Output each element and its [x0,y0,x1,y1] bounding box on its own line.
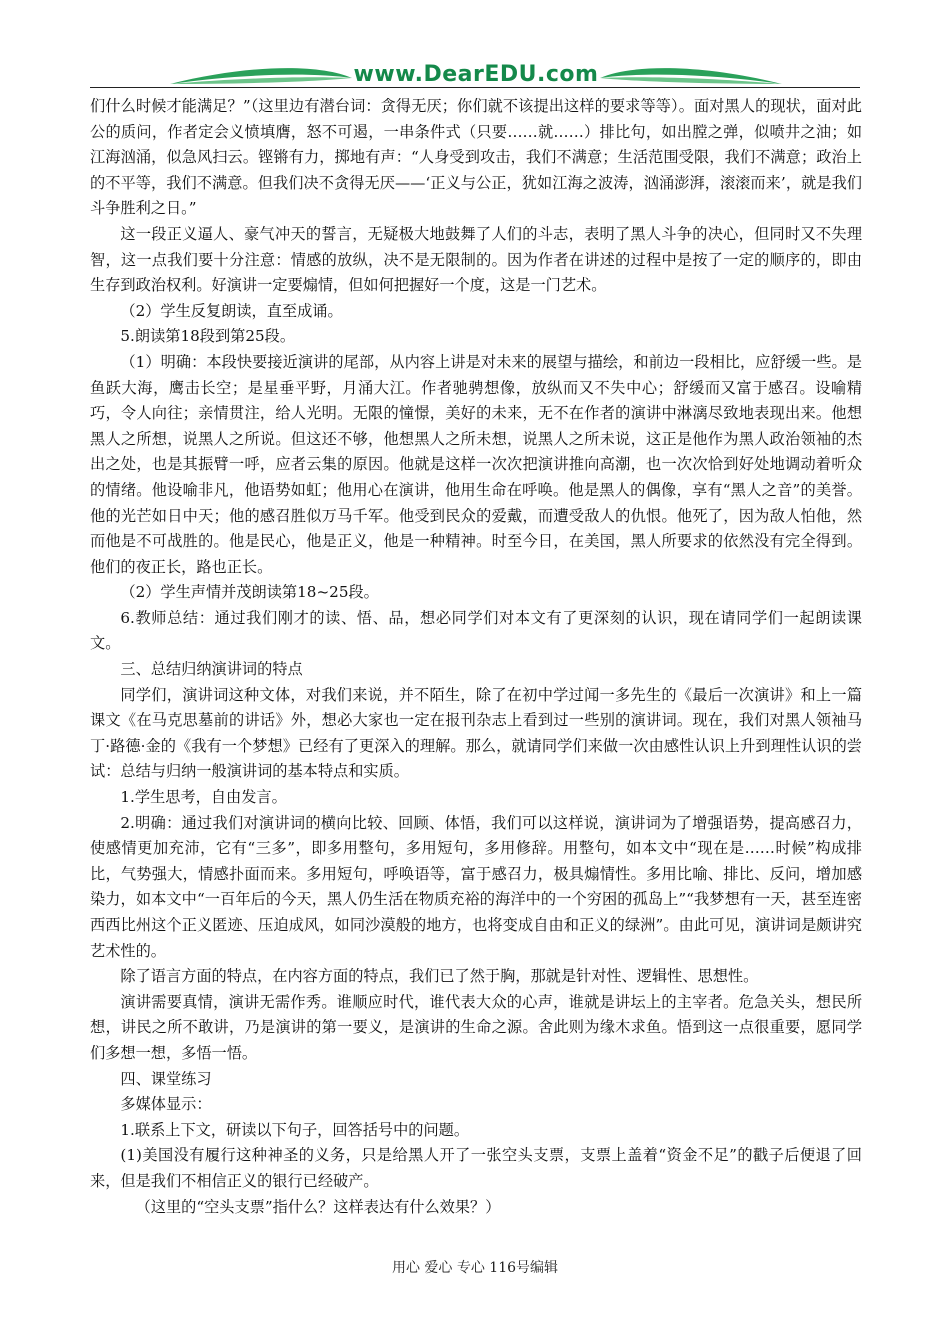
paragraph: 2.明确：通过我们对演讲词的横向比较、回顾、体悟，我们可以这样说，演讲词为了增强语势，提高感召力，使感情更加充沛，它有“三多”，即多用整句，多用短句，多用修辞。用整句，如本文中“现在是……时候”构成排比，气势强大，情感扑面而来。多用短句，呼唤语等，富于感召力，极具煽情性。多用比喻、排比、反问，增加感染力，如本文中“一百年后的今天，黑人仍生活在物质充裕的海洋中的一个穷困的孤岛上”“我梦想有一天，甚至连密西西比州这个正义匿迹、压迫成风，如同沙漠般的地方，也将变成自由和正义的绿洲”。由此可见，演讲词是颇讲究艺术性的。 [90,813,862,960]
paragraph: 6.教师总结：通过我们刚才的读、悟、品，想必同学们对本文有了更深刻的认识，现在请同学们一起朗读课文。 [90,608,862,653]
section-heading: 三、总结归纳演讲词的特点 [120,660,303,679]
paragraph: 1.联系上下文，研读以下句子，回答括号中的问题。 [120,1120,470,1139]
header-divider [90,87,860,88]
document-body [90,94,862,1220]
paragraph: 多媒体显示： [120,1095,212,1114]
paragraph: 1.学生思考，自由发言。 [120,788,287,807]
paragraph: 同学们，演讲词这种文体，对我们来说，并不陌生，除了在初中学过闻一多先生的《最后一次演讲》和上一篇课文《在马克思墓前的讲话》外，想必大家也一定在报刊杂志上看到过一些别的演讲词。现在，我们对黑人领袖马丁·路德·金的《我有一个梦想》已经有了更深入的理解。那么，就请同学们来做一次由感性认识上升到理性认识的尝试：总结与归纳一般演讲词的基本特点和实质。 [90,685,862,781]
section-heading: 四、课堂练习 [120,1069,212,1088]
paragraph: 除了语言方面的特点，在内容方面的特点，我们已了然于胸，那就是针对性、逻辑性、思想性。 [120,967,759,986]
paragraph: 5.朗读第18段到第25段。 [120,327,296,346]
paragraph: 这一段正义逼人、豪气冲天的誓言，无疑极大地鼓舞了人们的斗志，表明了黑人斗争的决心，但同时又不失理智，这一点我们要十分注意：情感的放纵，决不是无限制的。因为作者在讲述的过程中是按了一定的顺序的，即由生存到政治权利。好演讲一定要煽情，但如何把握好一个度，这是一门艺术。 [90,224,862,295]
paragraph: 们什么时候才能满足？”（这里边有潜台词：贪得无厌；你们就不该提出这样的要求等等）。面对黑人的现状，面对此公的质问，作者定会义愤填膺，怒不可遏，一串条件式（只要……就……）排比句，如出膛之弹，似喷井之油；如江海汹涌，似急风扫云。铿锵有力，掷地有声：“人身受到攻击，我们不满意；生活范围受限，我们不满意；政治上的不平等，我们不满意。但我们决不贪得无厌——‘正义与公正，犹如江海之波涛，汹涌澎湃，滚滚而来’，就是我们斗争胜利之日。” [90,97,862,218]
paragraph: （这里的“空头支票”指什么？这样表达有什么效果？） [135,1197,501,1216]
site-logo-text: www.DearEDU.com [353,62,599,87]
paragraph: （2）学生反复朗读，直至成诵。 [120,301,343,320]
paragraph: 演讲需要真情，演讲无需作秀。谁顺应时代，谁代表大众的心声，谁就是讲坛上的主宰者。危急关头，想民所想，讲民之所不敢讲，乃是演讲的第一要义，是演讲的生命之源。舍此则为缘木求鱼。悟到这一点很重要，愿同学们多想一想，多悟一悟。 [90,992,862,1062]
paragraph: （2）学生声情并茂朗读第18~25段。 [120,583,379,602]
page-footer: 用心 爱心 专心 116号编辑 [391,1260,559,1276]
paragraph: （1）明确：本段快要接近演讲的尾部，从内容上讲是对未来的展望与描绘，和前边一段相比，应舒缓一些。是鱼跃大海，鹰击长空；是星垂平野，月涌大江。作者驰骋想像，放纵而又不失中心；舒缓而又富于感召。设喻精巧，令人向往；亲情贯注，给人光明。无限的憧憬，美好的未来，无不在作者的演讲中淋漓尽致地表现出来。他想黑人之所想，说黑人之所说。但这还不够，他想黑人之所未想，说黑人之所未说，这正是他作为黑人政治领袖的杰出之处，也是其振臂一呼，应者云集的原因。他就是这样一次次把演讲推向高潮，也一次次恰到好处地调动着听众的情绪。他设喻非凡，他语势如虹；他用心在演讲，他用生命在呼唤。他是黑人的偶像，享有“黑人之音”的美誉。他的光芒如日中天；他的感召胜似万马千军。他受到民众的爱戴，而遭受敌人的仇恨。他死了，因为敌人怕他，然而他是不可战胜的。他是民心，他是正义，他是一种精神。时至今日，在美国，黑人所要求的依然没有完全得到。他们的夜正长，路也正长。 [90,352,862,576]
paragraph: (1)美国没有履行这种神圣的义务，只是给黑人开了一张空头支票，支票上盖着“资金不足”的戳子后便退了回来，但是我们不相信正义的银行已经破产。 [90,1146,862,1190]
